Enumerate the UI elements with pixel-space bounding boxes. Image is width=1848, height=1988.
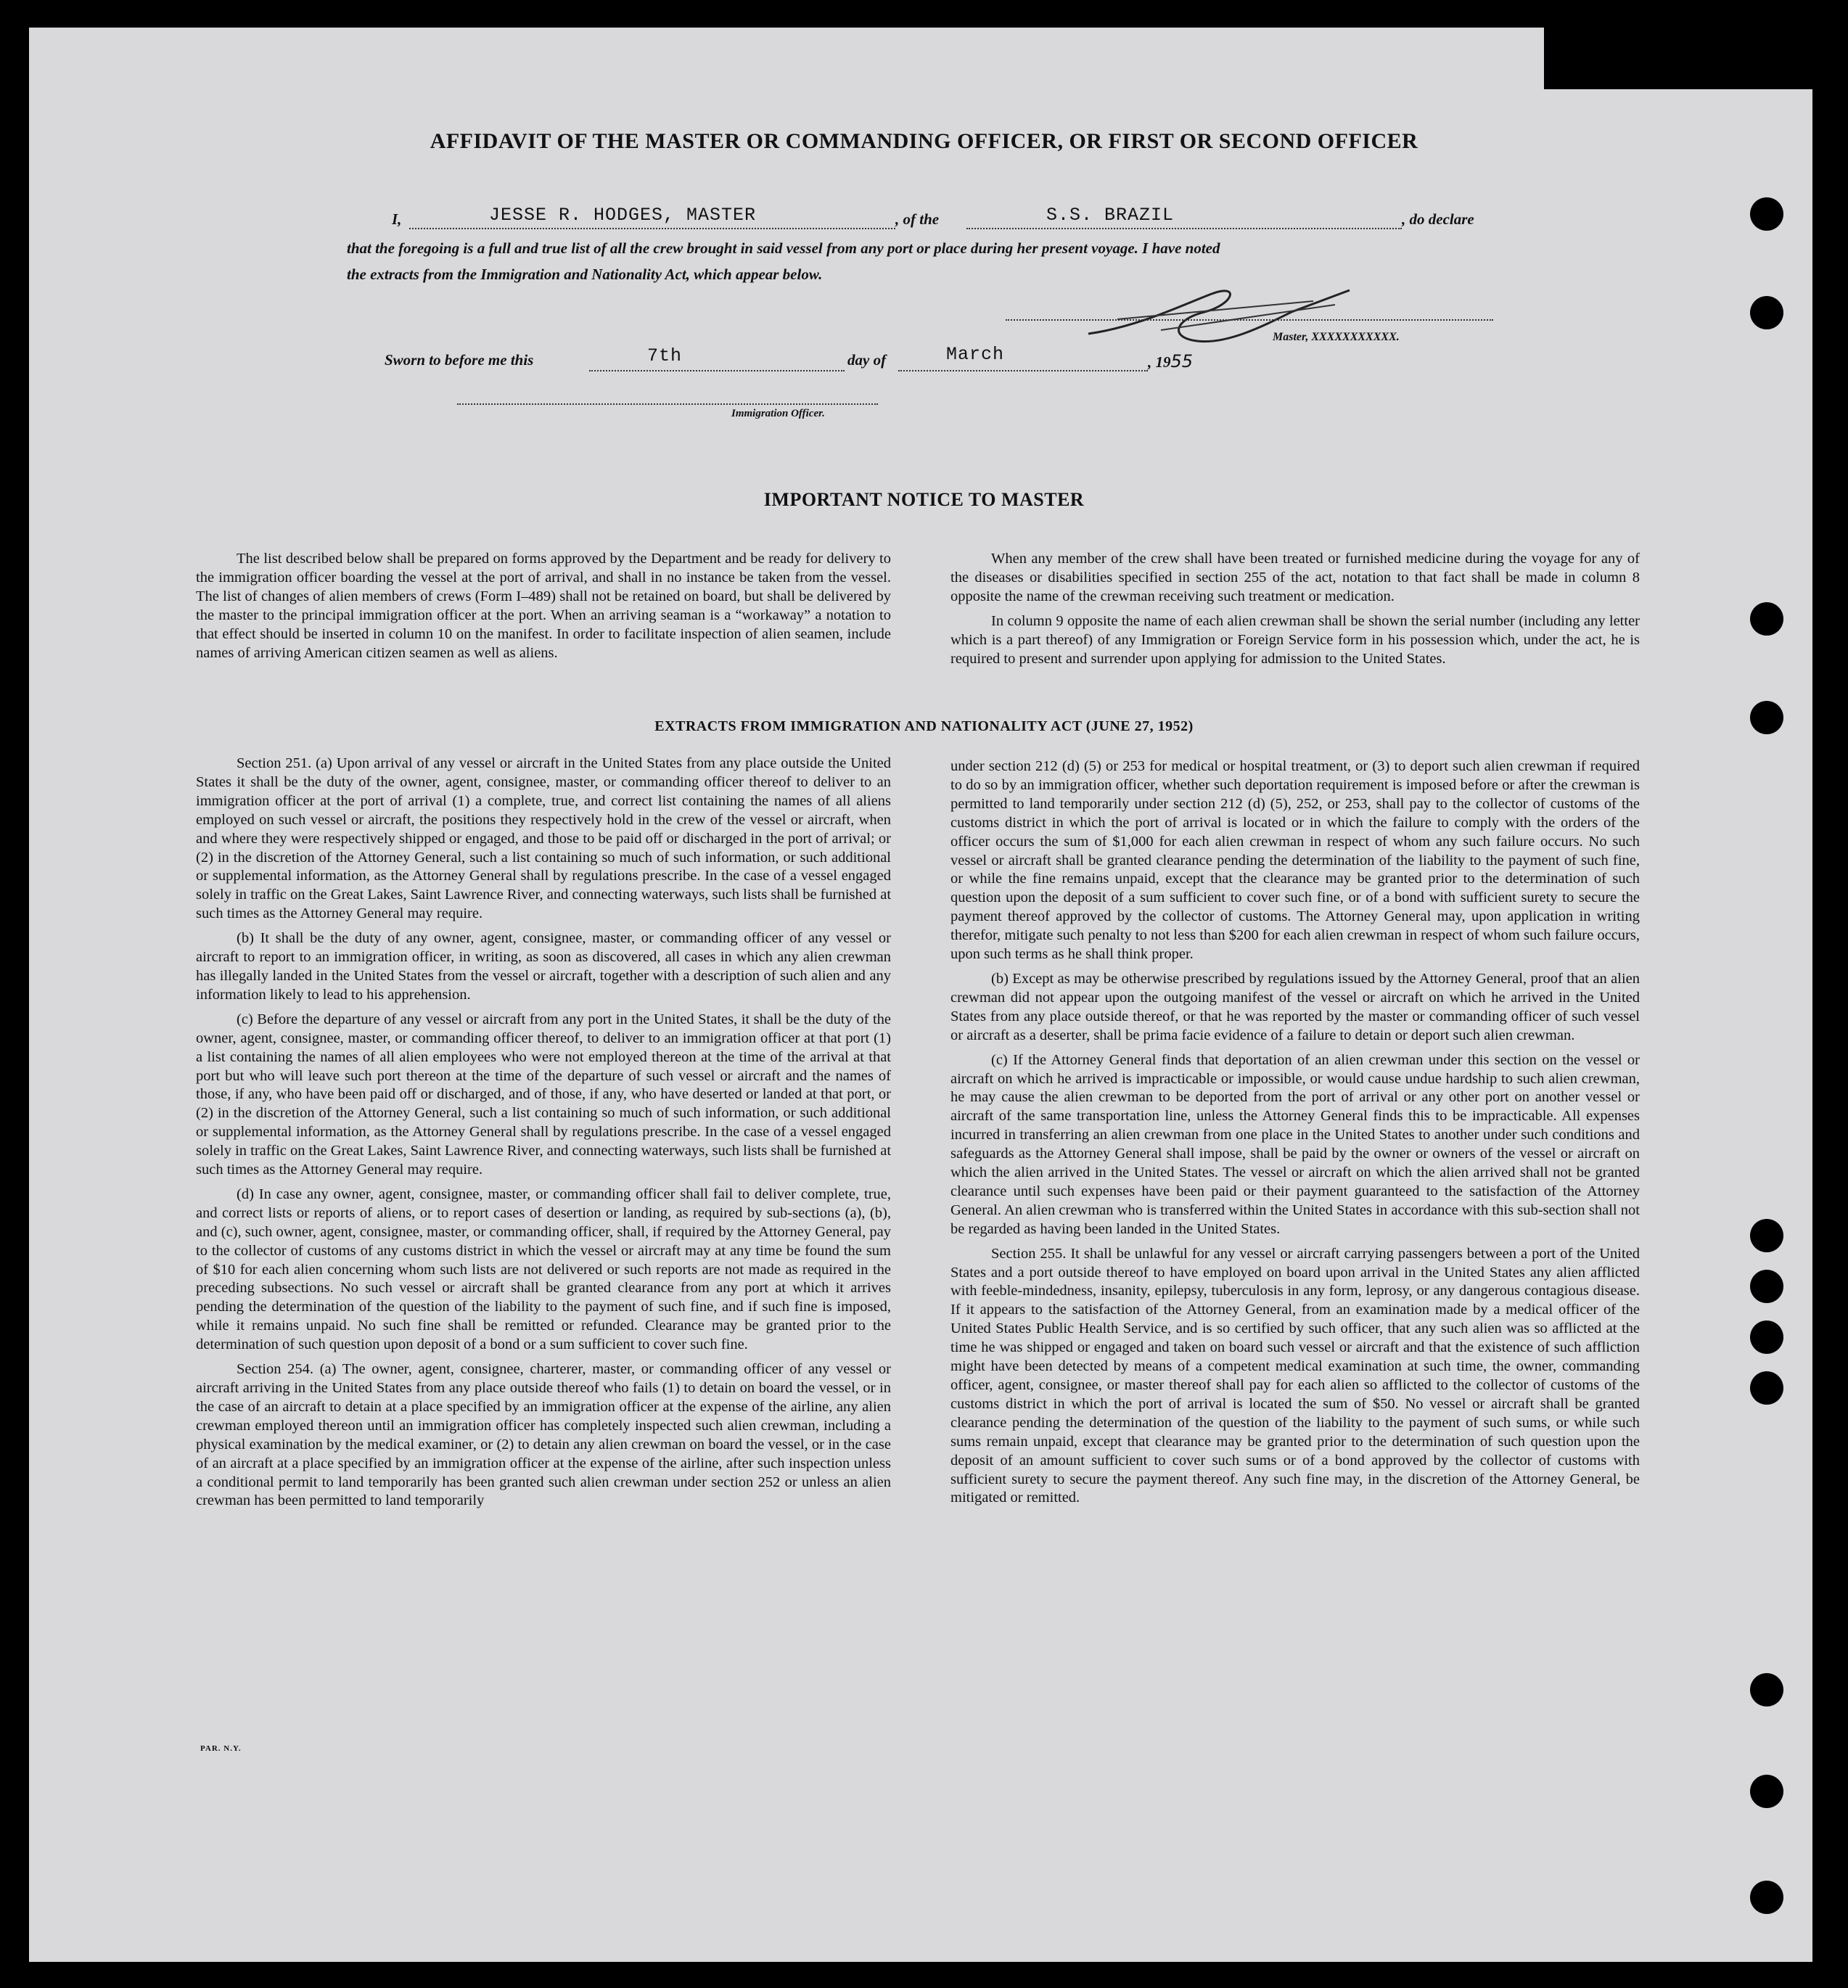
notice-left-column [196,550,891,668]
punch-hole [1750,197,1783,231]
punch-hole [1750,1775,1783,1808]
notice-right-text-1: When any member of the crew shall have been treated or furnished medicine during the voyage for any of the diseases or disabilities specified in section 255 of the act, notation to that fact shall be made in column 8 opposite the name of the crewman receiving such treatment or medication. [950,551,1640,604]
notice-right-text-2: In column 9 opposite the name of each alien crewman shall be shown the serial number (including any letter which is a part thereof) of any Immigration or Foreign Service form in his possession which, under the act, he is required to present and surrender upon applying for admission to the United States. [950,612,1640,667]
section-251-d: (d) In case any owner, agent, consignee, master, or commanding officer shall fail to deliver complete, true, and correct lists or reports of aliens, or to report cases of desertion or landing, as required by sub-sections (a), (b), and (c), such owner, agent, consignee, master, or commanding officer, shall, if required by the Attorney General, pay to the collector of customs of any customs district in which the vessel or aircraft may at any time be found the sum of $10 for each alien concerning whom such lists are not delivered or such reports are not made as required in the preceding subsections. No such vessel or aircraft shall be granted clearance from any port at which it arrives pending the determination of the question of the liability to the payment of such fine, and if such fine is imposed, while it remains unpaid. No such fine shall be remitted or refunded. Clearance may be granted prior to the determination of such question upon deposit of a bond or a sum sufficient to cover such fine. [196,1186,891,1353]
section-251-a: Section 251. (a) Upon arrival of any vessel or aircraft in the United States from any place outside the United States it shall be the duty of the owner, agent, consignee, master, or commanding officer thereof to deliver to an immigration officer at the port of arrival (1) a complete, true, and correct list containing the names of all aliens employed on such vessel or aircraft, the positions they respectively hold in the crew of the vessel or aircraft, when and where they were respectively shipped or engaged, and those to be paid off or discharged in the port of arrival; or (2) in the discretion of the Attorney General, such a list containing so much of such information, or such additional or supplemental information, as the Attorney General shall by regulations prescribe. In the case of a vessel engaged solely in traffic on the Great Lakes, Saint Lawrence River, and connecting waterways, such lists shall be furnished at such times as the Attorney General may require. [196,755,892,922]
extracts-title: EXTRACTS FROM IMMIGRATION AND NATIONALITY ACT (JUNE 27, 1952) [654,718,1194,734]
vessel-name-field [966,205,1402,229]
section-254-a-cont: under section 212 (d) (5) or 253 for medical or hospital treatment, or (3) to deport such alien crewman if required to do so by an immigration officer, whether such deportation requirement is imposed before or after the crewman is permitted to land temporarily under section 212 (d) (5), 252, or 253, shall pay to the collector of customs of the customs district in which the port of arrival is located or in which the failure to comply with the orders of the officer occurs the sum of $1,000 for each alien crewman in respect of whom any such failure occurs. No such vessel or aircraft shall be granted clearance pending the determination of the liability to the payment of such fine, or while the fine remains unpaid, except that the clearance may be granted prior to the determination of such question upon the deposit of a sum sufficient to cover such fine, or of a bond with sufficient surety to secure the payment thereof approved by the collector of customs. The Attorney General may, upon application in writing therefor, mitigate such penalty to not less than $200 for each alien crewman in respect of whom such failure occurs, upon such terms as he shall think proper. [950,758,1640,963]
notice-left-text: The list described below shall be prepared on forms approved by the Department and be ready for delivery to the immigration officer boarding the vessel at the port of arrival, and shall in no instance be taken from the vessel. The list of changes of alien members of crews (Form I–489) shall not be retained on board, but shall be delivered by the master to the principal immigration officer at the port. When an arriving seaman is a “workaway” a notation to that effect should be inserted in column 10 on the manifest. In order to facilitate inspection of alien seamen, include names of arriving American citizen seamen as well as aliens. [196,551,891,661]
officer-label: Immigration Officer. [731,408,825,419]
section-251-c: (c) Before the departure of any vessel or aircraft from any port in the United States, it shall be the duty of the owner, agent, consignee, master, or commanding officer thereof, to deliver to an immigration officer at that port (1) a list containing the names of all alien employees who were not employed thereon at the time of the arrival at that port but who will leave such port thereon at the time of the departure of such vessel or aircraft and the names of those, if any, who have been paid off or discharged, and of those, if any, who have deserted or landed at that port, or (2) in the discretion of the Attorney General, such a list containing so much of such information, or such additional or supplemental information, as the Attorney General shall by regulations prescribe. In the case of a vessel engaged solely in traffic on the Great Lakes, Saint Lawrence River, and connecting waterways, such lists shall be furnished at such times as the Attorney General may require. [196,1011,892,1178]
section-254-a: Section 254. (a) The owner, agent, consignee, charterer, master, or commanding officer of any vessel or aircraft arriving in the United States from any place outside thereof who fails (1) to detain on board the vessel, or in the case of an aircraft to detain at a place specified by an immigration officer at the expense of the airline, any alien crewman employed thereon until an immigration officer has completely inspected such alien crewman, including a physical examination by the medical examiner, or (2) to detain any alien crewman on board the vessel, or in the case of an aircraft at a place specified by an immigration officer at the expense of the airline, after such inspection unless a conditional permit to land temporarily has been granted such alien crewman under section 252 or unless an alien crewman has been permitted to land temporarily [196,1361,891,1509]
notice-right-column [950,550,1640,674]
declaration-line-2: that the foregoing is a full and true list of all the crew brought in said vessel from any port or place during her present voyage. I have noted [347,239,1220,257]
printer-mark: PAR. N.Y. [200,1744,242,1753]
section-254-b: (b) Except as may be otherwise prescribed by regulations issued by the Attorney General, proof that an alien crewman did not appear upon the outgoing manifest of the vessel or aircraft on which he arrived in the United States from any place outside thereof, or that he was reported by the master or commanding officer of such vessel or aircraft as a deserter, shall be prima facie evidence of a failure to detain or deport such alien crewman. [950,970,1640,1043]
section-255: Section 255. It shall be unlawful for any vessel or aircraft carrying passengers between a port of the United States and a port outside thereof to have employed on board upon arrival in the United States any alien afflicted with feeble-mindedness, insanity, epilepsy, tuberculosis in any form, leprosy, or any dangerous contagious disease. If it appears to the satisfaction of the Attorney General, from an examination made by a medical officer of the United States Public Health Service, and is so certified by such officer, that any such alien was so afflicted at the time he was shipped or engaged and taken on board such vessel or aircraft and that the existence of such affliction might have been detected by means of a competent medical examination at such time, the owner, commanding officer, agent, consignee, or master thereof shall pay for each alien so afflicted to the collector of customs of the customs district in which the port of arrival is located the sum of $50. No vessel or aircraft shall be granted clearance pending the determination of the question of the liability to the payment of such sums, or while such sums remain unpaid, except that clearance may be granted prior to the determination of such question upon the deposit of an amount sufficient to cover such sums or of a bond approved by the collector of customs with sufficient surety to secure the payment thereof. Any such fine may, in the discretion of the Attorney General, be mitigated or remitted. [950,1245,1640,1506]
do-declare-label: , do declare [1402,210,1474,228]
sworn-month-value: March [946,344,1005,365]
signature-title: Master, XXXXXXXXXXX. [1273,331,1400,343]
affidavit-title: AFFIDAVIT OF THE MASTER OR COMMANDING OFFICER, OR FIRST OR SECOND OFFICER [430,129,1418,153]
punch-hole [1750,1881,1783,1914]
punch-hole [1750,1270,1783,1303]
sworn-prefix: Sworn to before me this [385,351,534,369]
signature-line [1006,318,1493,321]
punch-hole [1750,1320,1783,1354]
year-prefix [1148,351,1193,371]
declaration-line-3: the extracts from the Immigration and Nationality Act, which appear below. [347,266,823,283]
day-of-label: day of [847,351,887,369]
punch-hole [1750,1673,1783,1706]
page-corner-tab [1544,28,1812,89]
notice-title: IMPORTANT NOTICE TO MASTER [763,489,1085,510]
sworn-month-field [898,344,1148,371]
vessel-name-value: S.S. BRAZIL [1046,205,1175,226]
officer-signature-line [457,402,878,405]
year-suffix: 55 [1170,351,1194,371]
sworn-day-value: 7th [647,345,683,366]
year-prefix-text: , 19 [1148,353,1171,371]
punch-hole [1750,602,1783,636]
sworn-day-field [589,345,845,371]
of-the-label: , of the [895,210,940,228]
master-name-field [409,205,895,229]
punch-hole [1750,1219,1783,1252]
section-251-b: (b) It shall be the duty of any owner, agent, consignee, master, or commanding officer of any vessel or aircraft to report to an immigration officer, in writing, as soon as discovered, all cases in which any alien crewman has illegally landed in the United States from the vessel or aircraft, together with a description of such alien and any information likely to lead to his apprehension. [196,930,891,1003]
section-254-c: (c) If the Attorney General finds that deportation of an alien crewman under this section on the vessel or aircraft on which he arrived is impracticable or impossible, or would cause undue hardship to such alien crewman, he may cause the alien crewman to be deported from the port of arrival or any other port on another vessel or aircraft of the same transportation line, unless the Attorney General finds this to be impracticable. All expenses incurred in transferring an alien crewman from one place in the United States to another under such conditions and safeguards as the Attorney General shall impose, shall be paid by the owner or owners of the vessel or aircraft on which the alien arrived in the United States. The vessel or aircraft on which the alien arrived shall not be granted clearance until such expenses have been paid or their payment guaranteed to the satisfaction of the Attorney General. An alien crewman who is transferred within the United States in accordance with this sub-section shall not be regarded as having been landed in the United States. [950,1051,1640,1237]
punch-hole [1750,1371,1783,1405]
extracts-right-column [950,757,1640,1513]
declaration-prefix: I, [392,210,402,228]
master-name-value: JESSE R. HODGES, MASTER [489,205,757,226]
punch-hole [1750,296,1783,329]
extracts-left-column [196,755,891,1516]
